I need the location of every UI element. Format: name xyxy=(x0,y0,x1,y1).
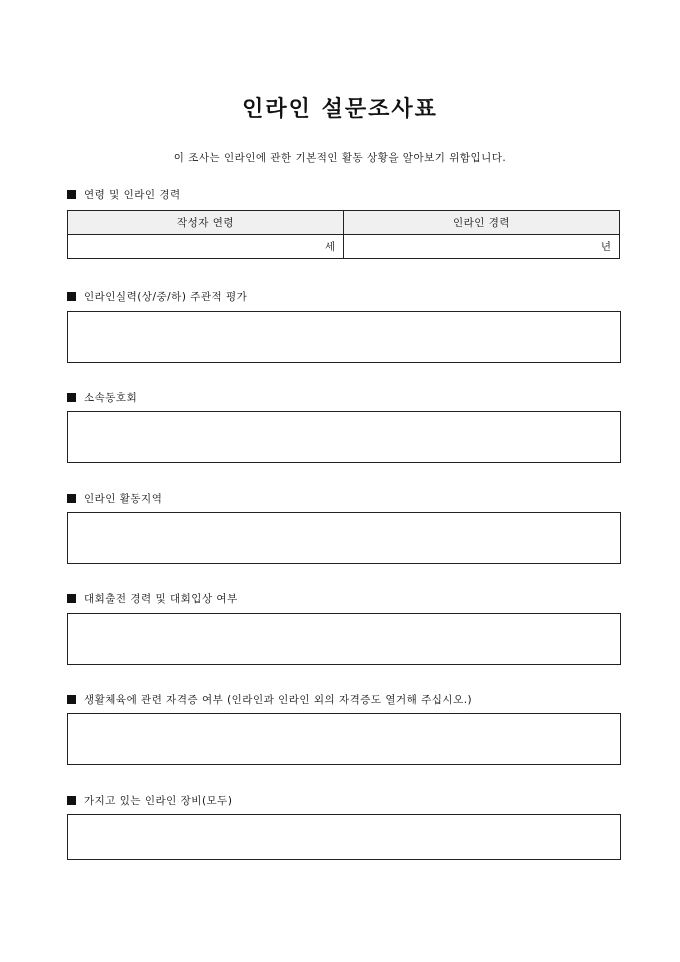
club-answer-box[interactable] xyxy=(67,411,621,463)
section-label-text: 대회출전 경력 및 대회입상 여부 xyxy=(84,593,238,605)
page-title: 인라인 설문조사표 xyxy=(242,97,438,122)
section-area-label xyxy=(67,491,162,506)
section-club-label xyxy=(67,390,137,405)
age-header: 작성자 연령 xyxy=(68,211,344,235)
square-bullet-icon xyxy=(67,695,76,704)
section-skill-label xyxy=(67,289,247,304)
experience-header: 인라인 경력 xyxy=(344,211,620,235)
square-bullet-icon xyxy=(67,292,76,301)
competition-answer-box[interactable] xyxy=(67,613,621,665)
section-certificate-label xyxy=(67,692,472,707)
age-input-cell[interactable] xyxy=(68,235,344,259)
skill-answer-box[interactable] xyxy=(67,311,621,363)
section-label-text: 연령 및 인라인 경력 xyxy=(84,189,181,201)
square-bullet-icon xyxy=(67,796,76,805)
certificate-answer-box[interactable] xyxy=(67,713,621,765)
equipment-answer-box[interactable] xyxy=(67,814,621,860)
section-label-text: 인라인 활동지역 xyxy=(84,493,163,505)
square-bullet-icon xyxy=(67,190,76,199)
section-label-text: 가지고 있는 인라인 장비(모두) xyxy=(84,795,233,807)
section-label-text: 생활체육에 관련 자격증 여부 (인라인과 인라인 외의 자격증도 열거해 주십시오.) xyxy=(84,694,473,706)
section-age-experience-label xyxy=(67,187,181,202)
section-competition-label xyxy=(67,591,238,606)
section-label-text: 인라인실력(상/중/하) 주관적 평가 xyxy=(84,291,248,303)
square-bullet-icon xyxy=(67,494,76,503)
experience-unit: 년 xyxy=(600,241,611,253)
intro-text: 이 조사는 인라인에 관한 기본적인 활동 상황을 알아보기 위함입니다. xyxy=(173,152,507,164)
section-label-text: 소속동호회 xyxy=(84,392,138,404)
square-bullet-icon xyxy=(67,594,76,603)
age-experience-table xyxy=(67,210,620,259)
experience-input-cell[interactable] xyxy=(344,235,620,259)
square-bullet-icon xyxy=(67,393,76,402)
age-unit: 세 xyxy=(324,241,335,253)
area-answer-box[interactable] xyxy=(67,512,621,564)
section-equipment-label xyxy=(67,793,232,808)
